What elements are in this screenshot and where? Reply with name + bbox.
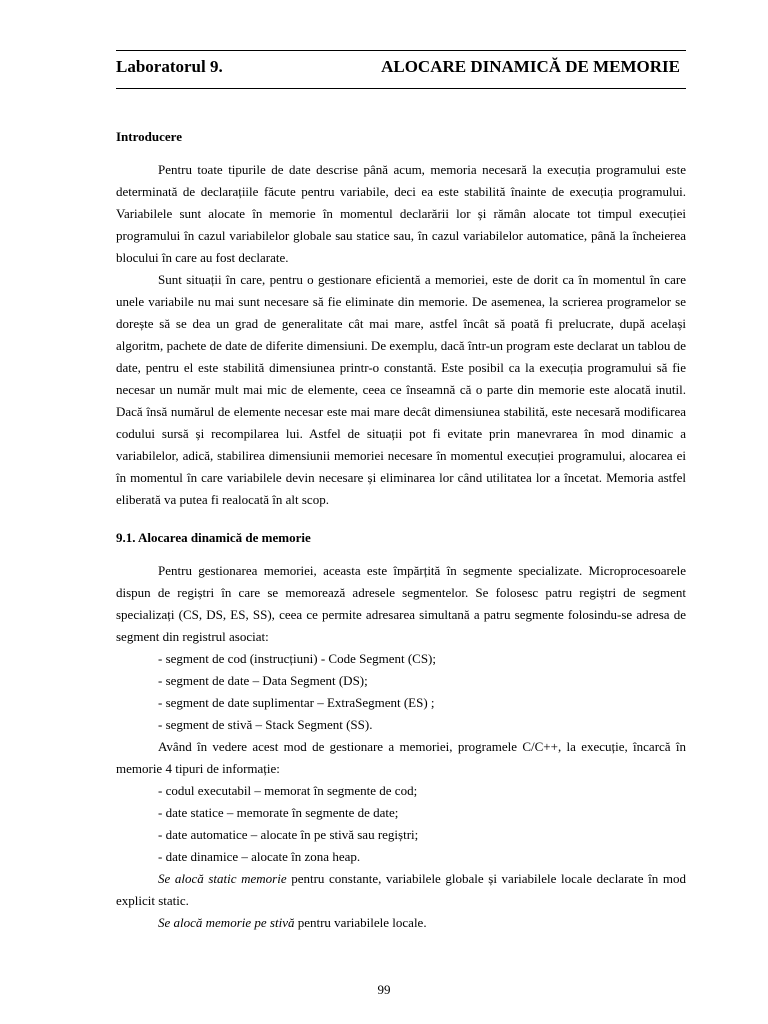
section-paragraph-3: [116, 868, 686, 912]
list-item: - codul executabil – memorat în segmente de cod;: [158, 783, 418, 798]
list-item: - date automatice – alocate în pe stivă sau regiștri;: [158, 827, 419, 842]
section-heading: 9.1. Alocarea dinamică de memorie: [116, 530, 311, 545]
list-item: - segment de date – Data Segment (DS);: [158, 673, 368, 688]
list-item: - segment de date suplimentar – ExtraSegment (ES) ;: [158, 695, 435, 710]
list-item: - date statice – memorate în segmente de date;: [158, 805, 399, 820]
intro-paragraph-1: Pentru toate tipurile de date descrise până acum, memoria necesară la execuția programului este determinată de declarațiile făcute pentru variabile, deci ea este stabilită înainte de execuția programului. Variabilele sunt alocate în memorie în momentul declarării lor și rămân alocate tot timpul execuției programului în cazul variabilelor globale sau statice sau, în cazul variabilelor automatice, până la încheierea blocului în care au fost declarate.: [116, 162, 686, 265]
static-alloc-term: Se alocă static memorie: [158, 871, 287, 886]
intro-paragraph-2: Sunt situații în care, pentru o gestionare eficientă a memoriei, este de dorit ca în momentul în care unele variabile nu mai sunt necesare să fie eliminate din memorie. De asemenea, la scrierea programelor se dorește să se dea un grad de generalitate cât mai mare, astfel încât să poată fi prelucrate, după același algoritm, pachete de date de diferite dimensiuni. De exemplu, dacă într-un program este declarat un tablou de date, pentru el este stabilită dimensiunea printr-o constantă. Este posibil ca la execuția programului să fie necesar un număr mult mai mic de elemente, ceea ce înseamnă că o parte din memorie este alocată inutil. Dacă însă numărul de elemente necesar este mai mare decât dimensiunea stabilită, este necesară modificarea codului sursă și recompilarea lui. Astfel de situații pot fi evitate prin manevrarea în mod dinamic a variabilelor, adică, stabilirea dimensiunii memoriei necesare în momentul execuției programului, alocarea ei în momentul în care variabilele devin necesare și eliminarea lor când utilitatea lor a încetat. Memoria astfel eliberată va putea fi realocată în alt scop.: [116, 272, 686, 507]
intro-heading: Introducere: [116, 129, 182, 144]
section-paragraph-1: Pentru gestionarea memoriei, aceasta este împărțită în segmente specializate. Microprocesoarele dispun de regiștri în care se memorează adresele segmentelor. Se folosesc patru regiștri de segment specializați (CS, DS, ES, SS), ceea ce permite adresarea simultană a patru segmente folosindu-se adresa de segment din registrul asociat:: [116, 563, 686, 644]
page-header: [116, 50, 686, 89]
list-item: - segment de stivă – Stack Segment (SS).: [158, 717, 373, 732]
section-paragraph-2: Având în vedere acest mod de gestionare a memoriei, programele C/C++, la execuție, încarcă în memorie 4 tipuri de informație:: [116, 739, 686, 776]
page-content: [116, 126, 686, 934]
stack-alloc-text: pentru variabilele locale.: [294, 915, 427, 930]
static-alloc-text: pentru constante, variabilele globale și variabilele locale declarate în mod explicit static.: [116, 871, 686, 908]
lab-number: Laboratorul 9.: [116, 57, 223, 76]
page-number: 99: [377, 982, 391, 997]
list-item: - segment de cod (instrucțiuni) - Code Segment (CS);: [158, 651, 437, 666]
lab-title: ALOCARE DINAMICĂ DE MEMORIE: [381, 57, 680, 76]
section-paragraph-4: [116, 912, 686, 934]
stack-alloc-term: Se alocă memorie pe stivă: [158, 915, 295, 930]
list-item: - date dinamice – alocate în zona heap.: [158, 849, 361, 864]
